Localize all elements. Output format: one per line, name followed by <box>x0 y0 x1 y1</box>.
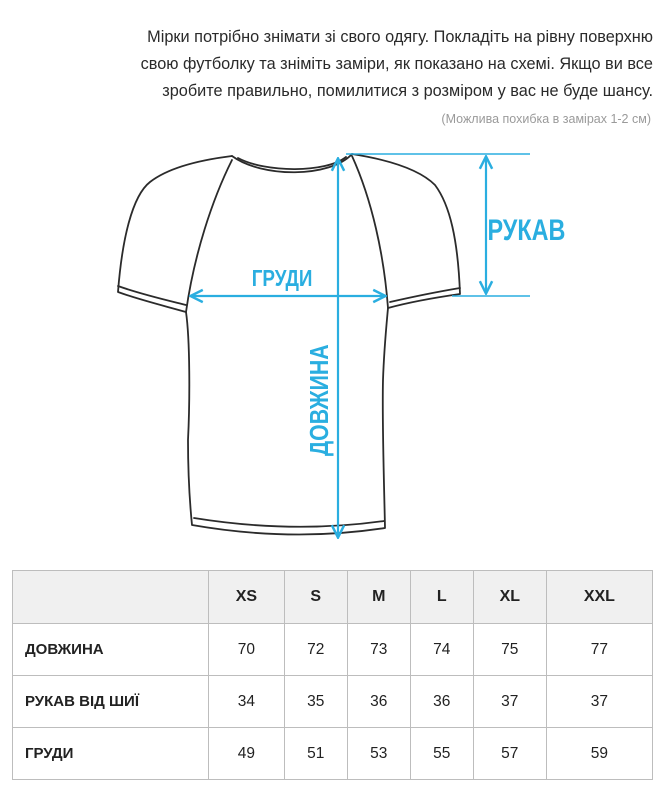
size-header: XXL <box>546 571 652 624</box>
size-header: XL <box>473 571 546 624</box>
table-cell: 75 <box>473 624 546 676</box>
header-corner-cell <box>13 571 209 624</box>
table-cell: 53 <box>347 728 410 780</box>
table-row-length <box>13 624 653 676</box>
table-cell: 35 <box>284 676 347 728</box>
sleeve-label: РУКАВ <box>487 213 566 247</box>
size-header-row <box>13 571 653 624</box>
table-cell: 36 <box>410 676 473 728</box>
right-raglan-seam <box>352 156 388 308</box>
measurement-error-note: (Можлива похибка в замірах 1-2 см) <box>441 112 651 126</box>
tshirt-body <box>118 154 460 534</box>
intro-line-3: зробите правильно, помилитися з розміром у вас не буде шансу. <box>162 82 653 100</box>
row-label: ГРУДИ <box>13 728 209 780</box>
table-cell: 55 <box>410 728 473 780</box>
table-cell: 72 <box>284 624 347 676</box>
table-cell: 57 <box>473 728 546 780</box>
table-cell: 37 <box>546 676 652 728</box>
chest-label: ГРУДИ <box>251 266 313 292</box>
tshirt-outline <box>118 154 460 534</box>
table-cell: 74 <box>410 624 473 676</box>
table-row-chest <box>13 728 653 780</box>
hem-stitch <box>194 518 384 527</box>
length-label: ДОВЖИНА <box>305 344 335 456</box>
size-header: L <box>410 571 473 624</box>
table-cell: 37 <box>473 676 546 728</box>
table-row-sleeve <box>13 676 653 728</box>
table-cell: 70 <box>209 624 285 676</box>
row-label: ДОВЖИНА <box>13 624 209 676</box>
size-chart-table <box>12 570 653 780</box>
size-header: XS <box>209 571 285 624</box>
table-cell: 34 <box>209 676 285 728</box>
table-cell: 49 <box>209 728 285 780</box>
intro-line-2: свою футболку та зніміть заміри, як показано на схемі. Якщо ви все <box>140 55 653 73</box>
table-cell: 51 <box>284 728 347 780</box>
table-cell: 73 <box>347 624 410 676</box>
size-header: S <box>284 571 347 624</box>
intro-text <box>13 24 653 105</box>
size-header: M <box>347 571 410 624</box>
table-cell: 36 <box>347 676 410 728</box>
row-label: РУКАВ ВІД ШИЇ <box>13 676 209 728</box>
intro-line-1: Мірки потрібно знімати зі свого одягу. Покладіть на рівну поверхню <box>147 28 653 46</box>
left-raglan-seam <box>186 160 232 312</box>
tshirt-measurement-diagram <box>0 140 671 560</box>
table-cell: 59 <box>546 728 652 780</box>
table-cell: 77 <box>546 624 652 676</box>
